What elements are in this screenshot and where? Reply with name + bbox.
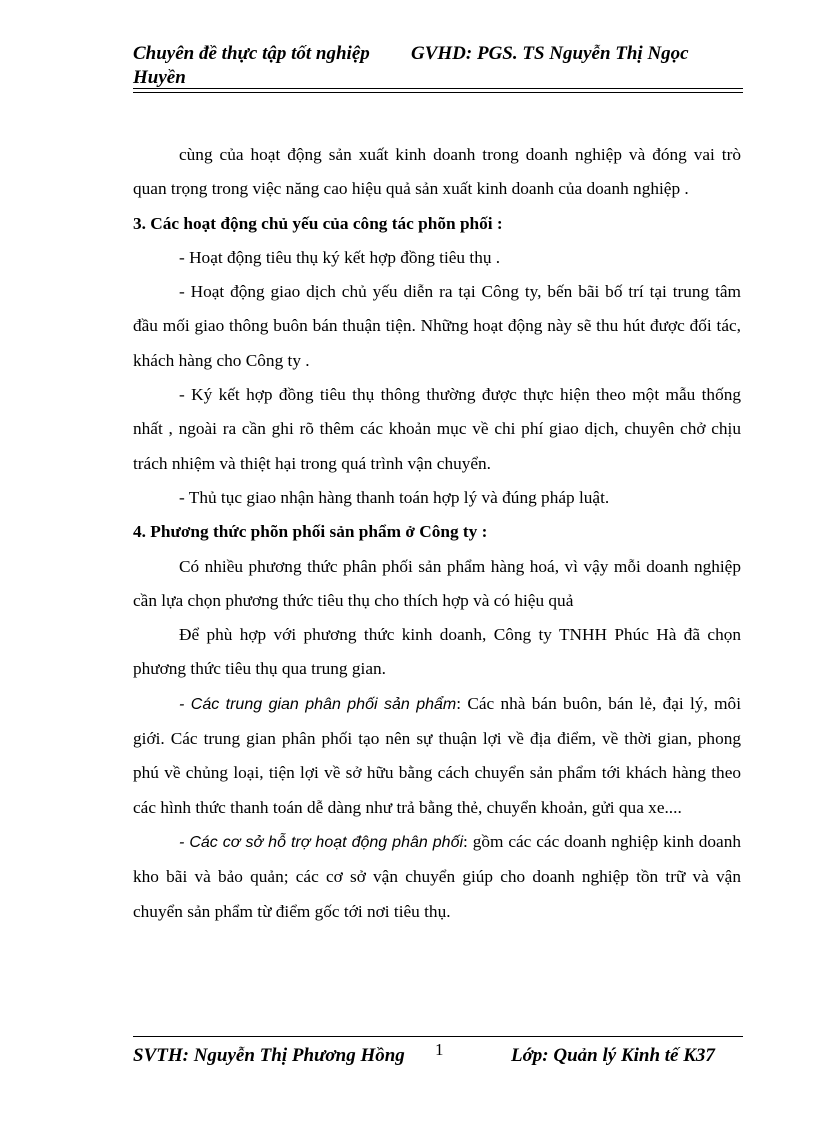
paragraph-text: : Các nhà bán buôn, bán lẻ, đại lý, môi giới. Các trung gian phân phối tạo nên sự thuận lợi về địa điểm, về thời gian, phong phú về chủng loại, tiện lợi về sở hữu bằng cách chuyển sản phẩm tới khách hàng theo các hình thức thanh toán dễ dàng như trả bằng thẻ, chuyển khoản, gửi qua xe.... bbox=[133, 693, 742, 817]
paragraph: Có nhiều phương thức phân phối sản phẩm hàng hoá, vì vậy mỗi doanh nghiệp cần lựa chọn phương thức tiêu thụ cho thích hợp và có hiệu quả bbox=[133, 556, 741, 610]
footer-student: SVTH: Nguyễn Thị Phương Hồng bbox=[133, 1045, 405, 1066]
paragraph bbox=[133, 825, 741, 929]
paragraph: - Hoạt động giao dịch chủ yếu diễn ra tại Công ty, bến bãi bố trí tại trung tâm đầu mối giao thông buôn bán thuận tiện. Những hoạt động này sẽ thu hút được đối tác, khách hàng cho Công ty . bbox=[133, 282, 741, 370]
footer-class: Lớp: Quản lý Kinh tế K37 bbox=[511, 1045, 715, 1066]
footer-divider bbox=[133, 1036, 743, 1037]
document-body bbox=[133, 138, 741, 929]
paragraph: - Ký kết hợp đồng tiêu thụ thông thường được thực hiện theo một mẫu thống nhất , ngoài ra cần ghi rõ thêm các khoản mục về chi phí giao dịch, chuyên chở chịu trách nhiệm và thiệt hại trong quá trình vận chuyển. bbox=[133, 385, 741, 473]
paragraph: cùng của hoạt động sản xuất kinh doanh trong doanh nghiệp và đóng vai trò quan trọng trong việc năng cao hiệu quả sản xuất kinh doanh của doanh nghiệp . bbox=[133, 145, 741, 199]
paragraph: - Hoạt động tiêu thụ ký kết hợp đồng tiêu thụ . bbox=[179, 247, 501, 267]
italic-term: - Các trung gian phân phối sản phẩm bbox=[179, 695, 457, 713]
header-advisor-continued: Huyền bbox=[133, 67, 186, 88]
header-divider bbox=[133, 88, 743, 93]
page-header bbox=[133, 42, 743, 90]
header-advisor: GVHD: PGS. TS Nguyễn Thị Ngọc bbox=[411, 43, 689, 64]
italic-term: - Các cơ sở hỗ trợ hoạt động phân phối bbox=[179, 833, 464, 851]
page-number: 1 bbox=[435, 1040, 444, 1059]
page-footer bbox=[133, 1040, 743, 1071]
section-heading-4: 4. Phương thức phõn phối sản phẩm ở Công ty : bbox=[133, 522, 488, 542]
paragraph-text: : gồm các các doanh nghiệp kinh doanh kho bãi và bảo quản; các cơ sở vận chuyển giúp cho doanh nghiệp tồn trữ và vận chuyển sản phẩm từ điểm gốc tới nơi tiêu thụ. bbox=[133, 831, 742, 921]
section-heading-3: 3. Các hoạt động chủ yếu của công tác phõn phối : bbox=[133, 213, 503, 233]
header-title: Chuyên đề thực tập tốt nghiệp bbox=[133, 43, 370, 64]
paragraph: - Thủ tục giao nhận hàng thanh toán hợp lý và đúng pháp luật. bbox=[179, 487, 610, 507]
paragraph bbox=[133, 687, 741, 825]
paragraph: Để phù hợp với phương thức kinh doanh, Công ty TNHH Phúc Hà đã chọn phương thức tiêu thụ qua trung gian. bbox=[133, 625, 741, 679]
